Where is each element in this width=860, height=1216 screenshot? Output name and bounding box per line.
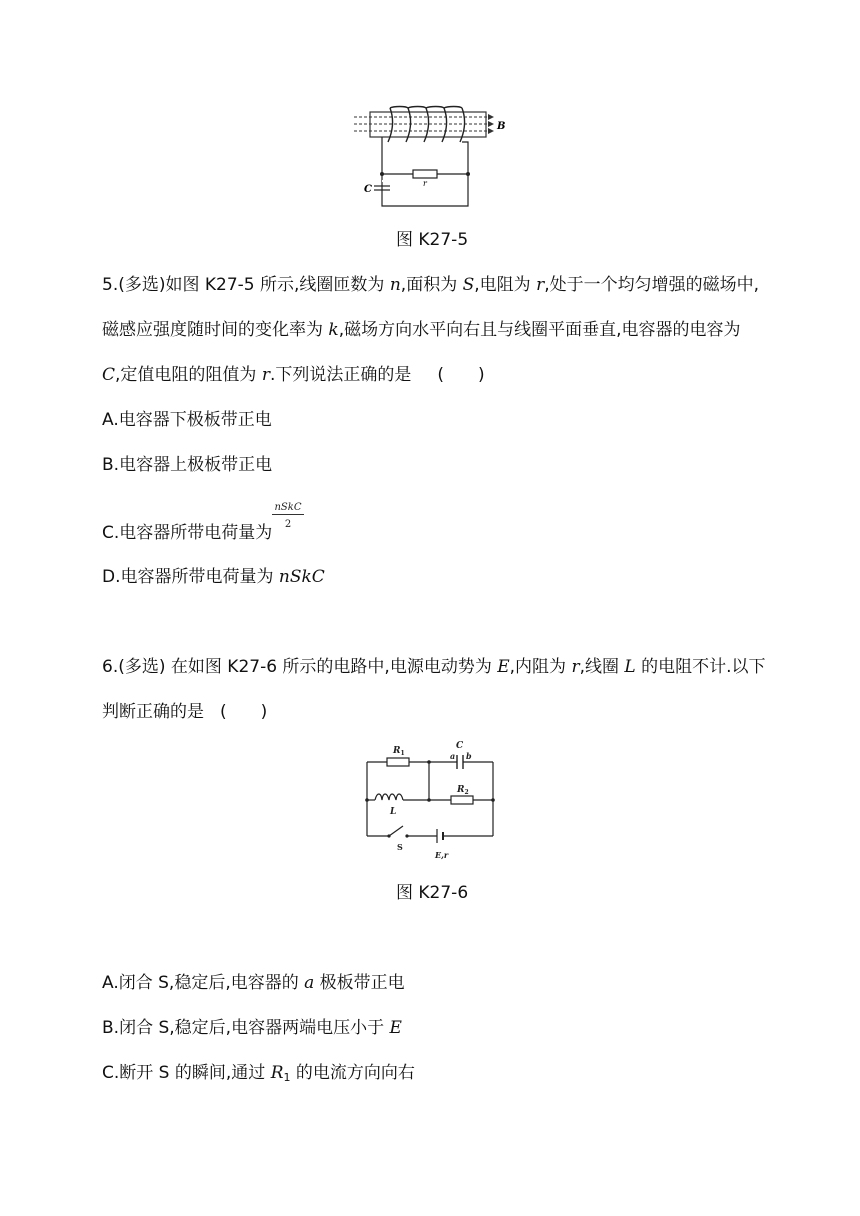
q5-option-d: D.电容器所带电荷量为 nSkC (102, 567, 325, 587)
figure-caption-k27-5: 图 K27-5 (396, 230, 469, 250)
resistor-r1 (387, 758, 409, 766)
capacitor-c (457, 755, 463, 769)
q5-line-3: C,定值电阻的阻值为 r.下列说法正确的是 ( ) (102, 365, 485, 385)
label-r: r (423, 179, 427, 188)
figure-k27-5 (350, 104, 520, 212)
fraction-numerator: nSkC (272, 502, 304, 515)
label-r1: $R_1$ (393, 746, 405, 757)
label-c: C (456, 741, 464, 751)
field-arrows (488, 114, 494, 134)
q5-option-b: B.电容器上极板带正电 (102, 455, 273, 475)
magnetic-field-lines (354, 117, 490, 131)
label-s: S (397, 842, 403, 852)
resistor-r2 (451, 796, 473, 804)
q6-option-c: C.断开 S 的瞬间,通过 $R_1$ 的电流方向向右 (102, 1063, 415, 1084)
q6-option-a: A.闭合 S,稳定后,电容器的 a 极板带正电 (102, 973, 405, 993)
q6-option-b: B.闭合 S,稳定后,电容器两端电压小于 E (102, 1018, 402, 1038)
label-b: B (497, 121, 506, 132)
q5-line-2: 磁感应强度随时间的变化率为 k,磁场方向水平向右且与线圈平面垂直,电容器的电容为 (102, 320, 741, 340)
battery-source (437, 829, 443, 843)
q5-answer-paren: ( ) (437, 365, 485, 385)
q6-line-2: 判断正确的是 ( ) (102, 702, 268, 722)
q5-option-a: A.电容器下极板带正电 (102, 410, 272, 430)
label-b: b (466, 751, 472, 761)
label-c: C (364, 184, 372, 195)
q5-option-c: C.电容器所带电荷量为 (102, 523, 273, 543)
figure-k27-6 (355, 738, 505, 866)
inductor-l (375, 794, 403, 800)
label-r2: $R_2$ (457, 785, 469, 796)
q5-line-1: 5.(多选)如图 K27-5 所示,线圈匝数为 n,面积为 S,电阻为 r,处于一个均匀增强的磁场中, (102, 275, 760, 295)
q6-line-1: 6.(多选) 在如图 K27-6 所示的电路中,电源电动势为 E,内阻为 r,线圈 L 的电阻不计.以下 (102, 657, 766, 677)
label-a: a (450, 751, 456, 761)
label-l: L (390, 807, 397, 817)
fraction-denominator: 2 (284, 519, 292, 530)
label-er: E,r (435, 850, 449, 860)
q6-answer-paren: ( ) (220, 702, 268, 722)
resistor-r (413, 170, 437, 178)
figure-caption-k27-6: 图 K27-6 (396, 883, 469, 903)
